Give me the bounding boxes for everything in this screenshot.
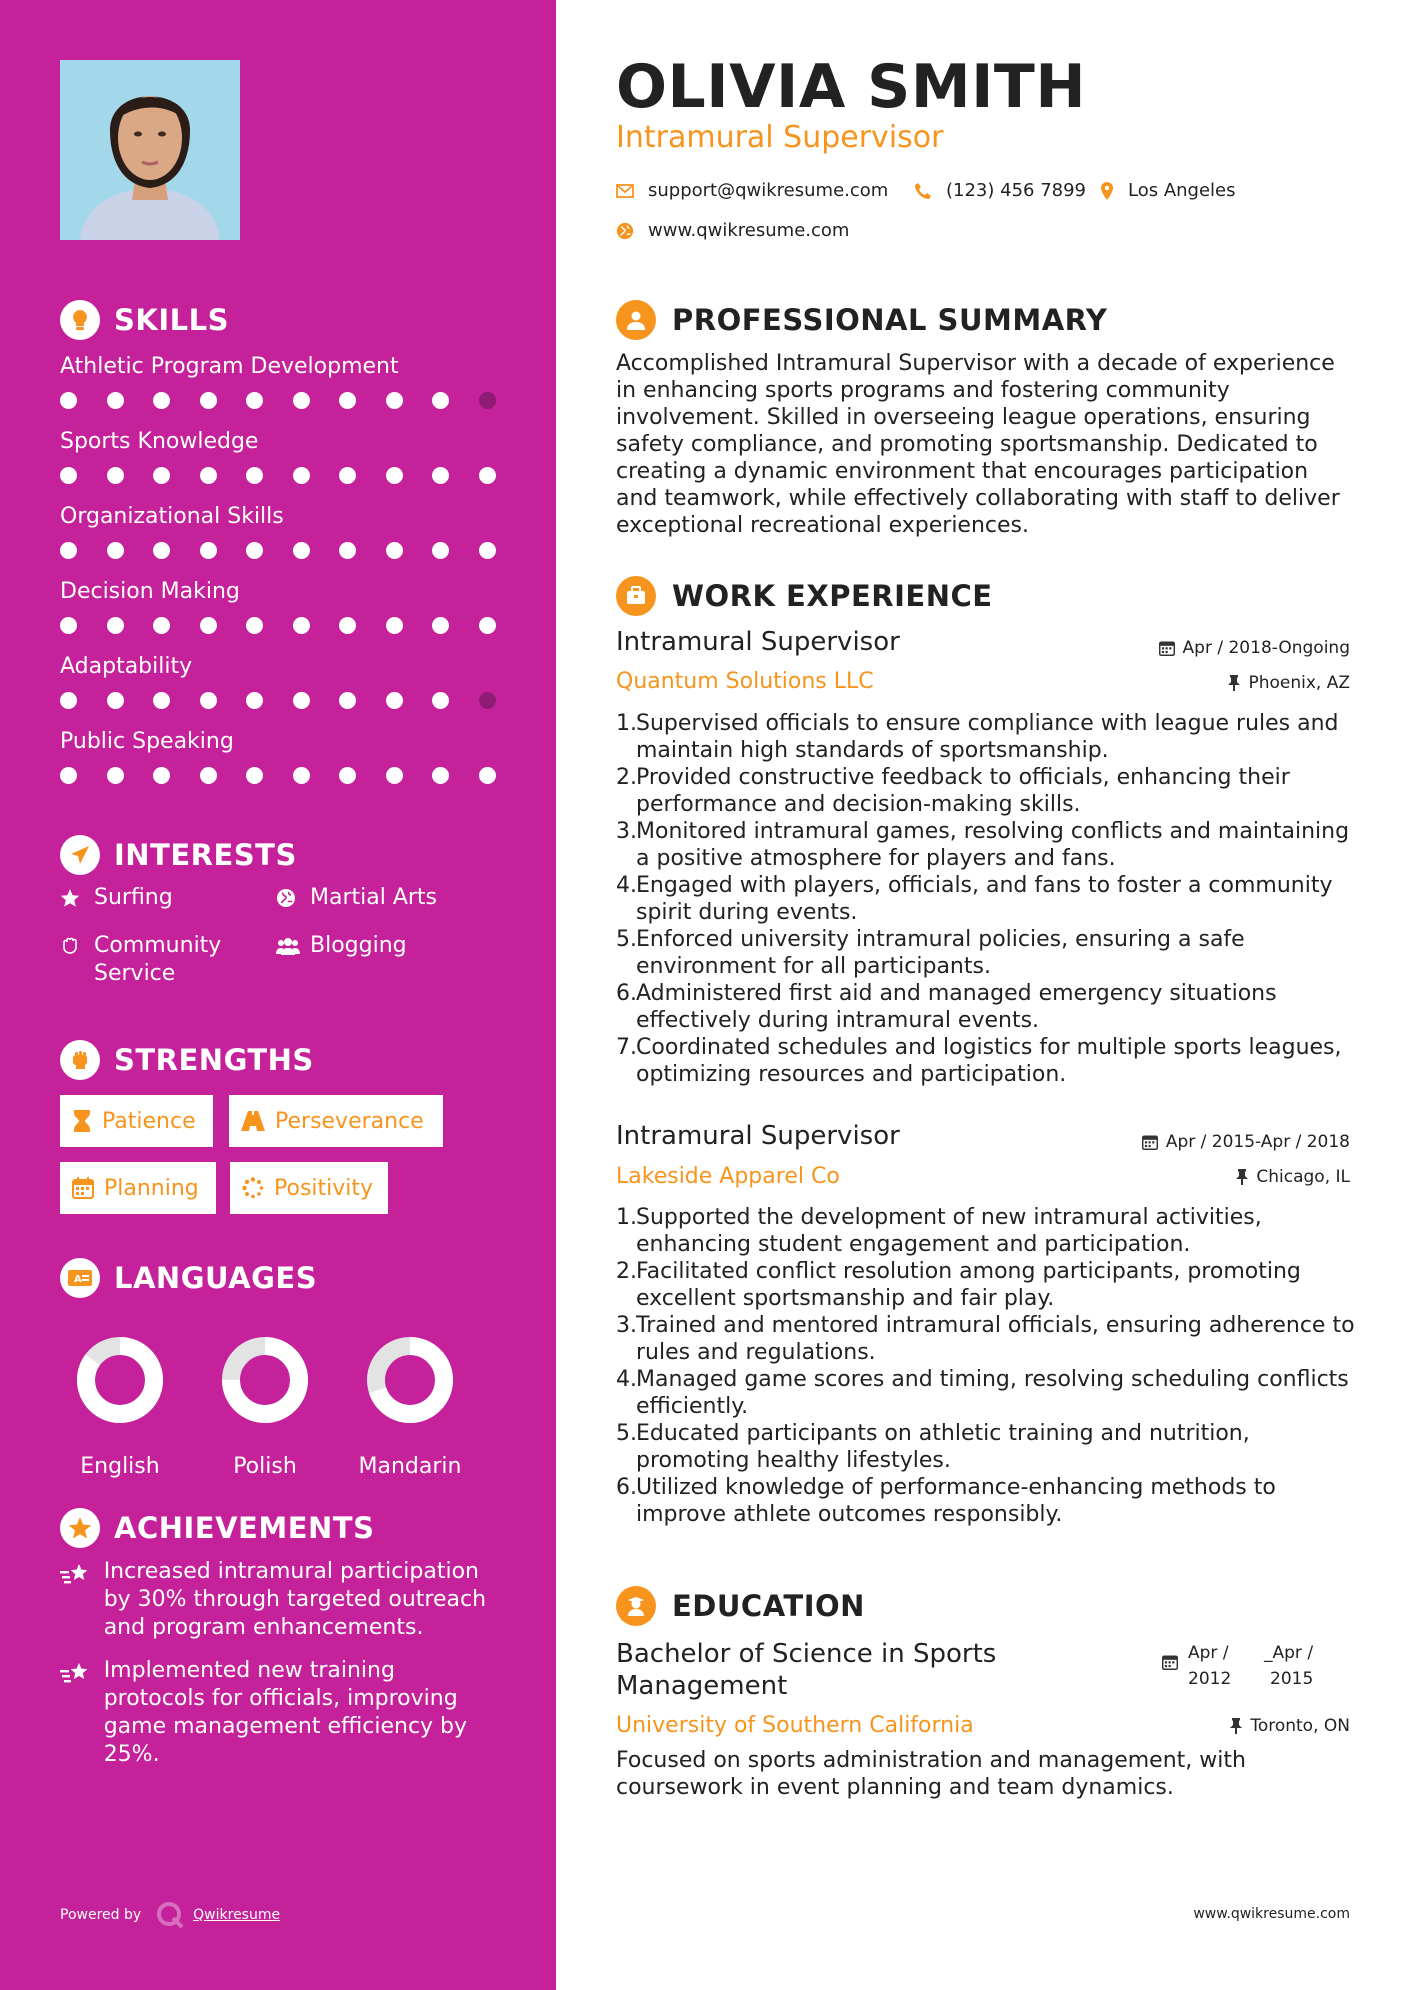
globe-icon: [616, 222, 634, 240]
skill-item: [60, 352, 500, 409]
skill-dot-filled: [107, 392, 124, 409]
strength-chip: Perseverance: [229, 1095, 443, 1147]
job-dates: Apr / 2018-Ongoing: [1159, 638, 1350, 658]
job-bullets: [616, 710, 1361, 1088]
language-name: English: [80, 1454, 160, 1479]
powered-by: Powered by Qwikresume: [60, 1900, 280, 1930]
job-bullet: 3. Monitored intramural games, resolving conflicts and maintaining a positive atmosphere for players and fans.: [616, 819, 1350, 871]
road-icon: [241, 1110, 265, 1132]
languages-heading: A LANGUAGES: [60, 1258, 317, 1298]
skill-dot-filled: [432, 467, 449, 484]
skill-dot-filled: [153, 542, 170, 559]
language-icon: [60, 1258, 100, 1298]
skill-name: Organizational Skills: [60, 504, 284, 529]
language-donut: [350, 1320, 470, 1440]
skill-dot-filled: [60, 692, 77, 709]
skill-dot-filled: [386, 467, 403, 484]
strengths-heading: STRENGTHS: [60, 1040, 314, 1080]
company-name: Lakeside Apparel Co: [616, 1164, 840, 1189]
language-donut: [205, 1320, 325, 1440]
calendar-icon: [1159, 640, 1175, 656]
skill-dot-filled: [293, 542, 310, 559]
skill-dot-filled: [339, 542, 356, 559]
language-name: Polish: [233, 1454, 297, 1479]
job-bullets: [616, 1204, 1361, 1528]
svg-text:A: A: [74, 1274, 83, 1285]
achievement-item: Implemented new training protocols for officials, improving game management efficiency by 25%.: [60, 1657, 500, 1769]
job-location: Chicago, IL: [1236, 1167, 1350, 1187]
job-bullet: 6. Utilized knowledge of performance-enhancing methods to improve athlete outcomes responsibly.: [616, 1475, 1276, 1527]
job-bullet: 1. Supported the development of new intramural activities, enhancing student engagement and participation.: [616, 1205, 1262, 1257]
envelope-icon: [616, 184, 634, 198]
skill-dot-filled: [479, 767, 496, 784]
skill-name: Sports Knowledge: [60, 429, 259, 454]
language-item: [60, 1320, 180, 1479]
phone-icon: [914, 182, 932, 200]
skill-dot-filled: [200, 467, 217, 484]
skill-name: Adaptability: [60, 654, 193, 679]
skill-dot-filled: [200, 692, 217, 709]
skill-dot-filled: [107, 542, 124, 559]
skill-dot-filled: [479, 617, 496, 634]
skill-item: [60, 652, 500, 709]
skill-dot-filled: [386, 392, 403, 409]
profile-photo: [60, 60, 240, 240]
strength-chip: Positivity: [230, 1162, 388, 1214]
skill-dot-filled: [246, 542, 263, 559]
graduate-icon: [616, 1586, 656, 1626]
skill-dot-filled: [153, 392, 170, 409]
interest-item: Blogging: [276, 932, 407, 960]
pushpin-icon: [1236, 1169, 1248, 1185]
job-bullet: 1. Supervised officials to ensure compliance with league rules and maintain high standards of sportsmanship.: [616, 711, 1339, 763]
experience-heading: WORK EXPERIENCE: [616, 576, 993, 616]
skill-dot-filled: [293, 467, 310, 484]
achievements-heading: ACHIEVEMENTS: [60, 1508, 374, 1548]
strength-chip: Planning: [60, 1162, 216, 1214]
skill-rating: [60, 467, 496, 484]
skill-dot-filled: [246, 392, 263, 409]
skill-rating: [60, 617, 496, 634]
hourglass-icon: [72, 1109, 92, 1133]
map-pin-icon: [1100, 181, 1114, 201]
skill-dot-filled: [153, 767, 170, 784]
skill-dot-filled: [107, 617, 124, 634]
qwikresume-logo-icon: [155, 1900, 185, 1930]
skill-dot-empty: [479, 392, 496, 409]
qwikresume-link[interactable]: Qwikresume: [193, 1907, 281, 1923]
skill-dot-empty: [479, 692, 496, 709]
job-bullet: 4. Engaged with players, officials, and fans to foster a community spirit during events.: [616, 873, 1333, 925]
hand-icon: [60, 932, 84, 960]
skill-dot-filled: [200, 767, 217, 784]
contact-email[interactable]: support@qwikresume.com: [616, 180, 888, 201]
language-name: Mandarin: [358, 1454, 462, 1479]
interests-heading: INTERESTS: [60, 835, 297, 875]
skill-dot-filled: [432, 617, 449, 634]
skill-rating: [60, 692, 496, 709]
skill-dot-filled: [386, 692, 403, 709]
skill-dot-filled: [432, 392, 449, 409]
skill-dot-filled: [339, 467, 356, 484]
education-dates: Apr / 2012 _Apr / 2015: [1162, 1640, 1313, 1692]
paper-plane-icon: [60, 835, 100, 875]
contact-location: Los Angeles: [1100, 180, 1236, 201]
skill-dot-filled: [246, 692, 263, 709]
skill-item: [60, 427, 500, 484]
job-title: Intramural Supervisor: [616, 1121, 900, 1151]
job-bullet: 6. Administered first aid and managed emergency situations effectively during intramural events.: [616, 981, 1277, 1033]
skill-dot-filled: [60, 617, 77, 634]
skill-dot-filled: [246, 767, 263, 784]
job-bullet: 4. Managed game scores and timing, resolving scheduling conflicts efficiently.: [616, 1367, 1349, 1419]
skill-dot-filled: [246, 617, 263, 634]
interest-item: Community Service: [60, 932, 260, 988]
star-badge-icon: [60, 1508, 100, 1548]
calendar-icon: [1162, 1654, 1178, 1670]
skill-item: [60, 502, 500, 559]
skill-dot-filled: [339, 692, 356, 709]
globe-icon: [276, 884, 300, 912]
skill-dot-filled: [339, 392, 356, 409]
skill-dot-filled: [386, 617, 403, 634]
strength-chip: Patience: [60, 1095, 213, 1147]
skill-dot-filled: [293, 617, 310, 634]
skills-heading: SKILLS: [60, 300, 229, 340]
language-item: [205, 1320, 325, 1479]
skill-dot-filled: [107, 767, 124, 784]
skill-dot-filled: [432, 767, 449, 784]
users-icon: [276, 932, 300, 960]
calendar-icon: [1142, 1134, 1158, 1150]
skill-dot-filled: [107, 467, 124, 484]
job-bullet: 2. Provided constructive feedback to officials, enhancing their performance and decision-making skills.: [616, 765, 1290, 817]
skill-dot-filled: [200, 617, 217, 634]
skill-dot-filled: [386, 767, 403, 784]
language-item: [350, 1320, 470, 1479]
skill-rating: [60, 392, 496, 409]
skill-dot-filled: [386, 542, 403, 559]
skill-rating: [60, 767, 496, 784]
skill-dot-filled: [432, 542, 449, 559]
skill-dot-filled: [432, 692, 449, 709]
skill-dot-filled: [60, 767, 77, 784]
skill-dot-filled: [107, 692, 124, 709]
interest-item: Surfing: [60, 884, 173, 912]
pushpin-icon: [1228, 675, 1240, 691]
skill-dot-filled: [479, 467, 496, 484]
job-bullet: 5. Educated participants on athletic training and nutrition, promoting healthy lifestyles.: [616, 1421, 1250, 1473]
skill-dot-filled: [479, 542, 496, 559]
job-bullet: 7. Coordinated schedules and logistics for multiple sports leagues, optimizing resources and participation.: [616, 1035, 1342, 1087]
education-heading: EDUCATION: [616, 1586, 865, 1626]
skill-dot-filled: [153, 692, 170, 709]
skill-name: Athletic Program Development: [60, 354, 399, 379]
skill-rating: [60, 542, 496, 559]
skill-dot-filled: [293, 767, 310, 784]
summary-text: Accomplished Intramural Supervisor with a decade of experience in enhancing sports programs and fostering community involvement. Skilled in overseeing league operations, ensuring safety compliance, and promoting sportsmanship. Dedicated to creating a dynamic environment that encourages participation and teamwork, while effectively collaborating with staff to deliver exceptional recreational experiences.: [616, 351, 1340, 538]
skill-dot-filled: [339, 767, 356, 784]
language-donut: [60, 1320, 180, 1440]
skill-dot-filled: [60, 467, 77, 484]
job-bullet: 3. Trained and mentored intramural officials, ensuring adherence to rules and regulations.: [616, 1313, 1355, 1365]
shooting-star-icon: [60, 1558, 94, 1592]
skill-dot-filled: [246, 467, 263, 484]
summary-heading: PROFESSIONAL SUMMARY: [616, 300, 1107, 340]
interest-item: Martial Arts: [276, 884, 437, 912]
skill-dot-filled: [339, 617, 356, 634]
skill-dot-filled: [60, 392, 77, 409]
job-location: Phoenix, AZ: [1228, 673, 1350, 693]
skill-dot-filled: [200, 542, 217, 559]
school-name: University of Southern California: [616, 1713, 974, 1738]
candidate-title: Intramural Supervisor: [616, 120, 944, 155]
skill-item: [60, 577, 500, 634]
skill-dot-filled: [153, 467, 170, 484]
contact-phone[interactable]: (123) 456 7899: [914, 180, 1086, 201]
achievement-item: Increased intramural participation by 30% through targeted outreach and program enhancements.: [60, 1558, 500, 1642]
skill-dot-filled: [293, 392, 310, 409]
skill-item: [60, 727, 500, 784]
shooting-star-icon: [60, 1657, 94, 1691]
skill-dot-filled: [200, 392, 217, 409]
sidebar: [0, 0, 556, 1990]
fist-icon: [60, 1040, 100, 1080]
job-bullet: 2. Facilitated conflict resolution among participants, promoting excellent sportsmanship and fair play.: [616, 1259, 1301, 1311]
job-dates: Apr / 2015-Apr / 2018: [1142, 1132, 1350, 1152]
skill-dot-filled: [293, 692, 310, 709]
skill-dot-filled: [60, 542, 77, 559]
job-bullet: 5. Enforced university intramural policies, ensuring a safe environment for all participants.: [616, 927, 1245, 979]
star-icon: [60, 884, 84, 912]
job-title: Intramural Supervisor: [616, 627, 900, 657]
candidate-name: OLIVIA SMITH: [616, 52, 1087, 122]
spinner-icon: [242, 1177, 264, 1199]
calendar-icon: [72, 1177, 94, 1199]
education-location: Toronto, ON: [1230, 1716, 1350, 1736]
skill-dot-filled: [153, 617, 170, 634]
main-content: [556, 0, 1407, 1990]
contact-website[interactable]: www.qwikresume.com: [616, 220, 849, 241]
lightbulb-icon: [60, 300, 100, 340]
footer-website-link[interactable]: www.qwikresume.com: [1193, 1906, 1350, 1922]
skill-name: Decision Making: [60, 579, 240, 604]
skill-name: Public Speaking: [60, 729, 234, 754]
user-icon: [616, 300, 656, 340]
degree-title: Bachelor of Science in Sports Management: [616, 1639, 997, 1701]
pushpin-icon: [1230, 1718, 1242, 1734]
briefcase-icon: [616, 576, 656, 616]
education-description: Focused on sports administration and management, with coursework in event planning and team dynamics.: [616, 1748, 1246, 1800]
company-name: Quantum Solutions LLC: [616, 669, 874, 694]
